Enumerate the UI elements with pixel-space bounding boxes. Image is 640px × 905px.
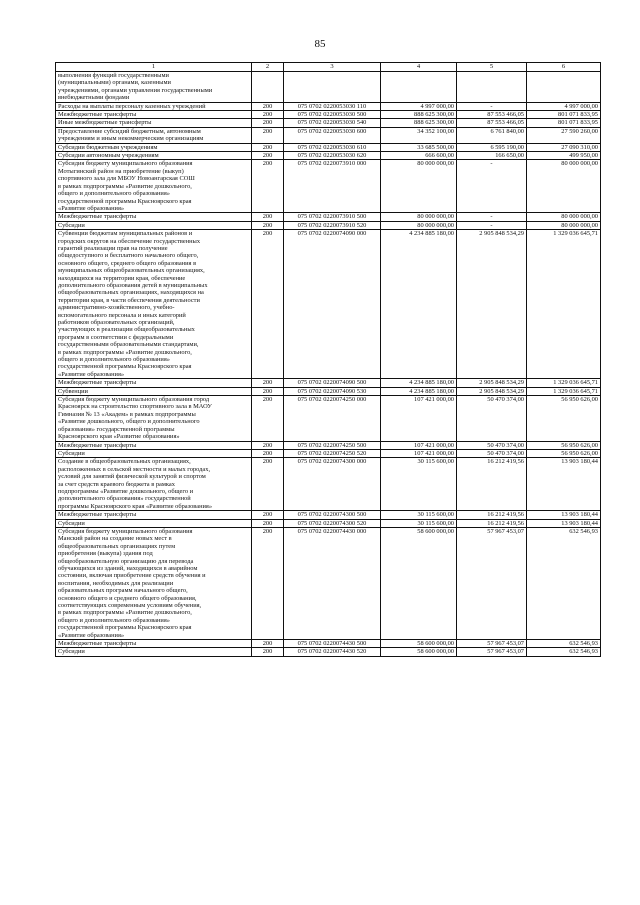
row-code: 200 xyxy=(252,143,284,151)
row-description: Субсидия бюджету муниципального образования Мотыгинский район на приобретение (выкуп) спортивного зала для МБОУ Новоангарская СОШ в рамках подпрограммы «Развитие дошкольного, общего и дополнительного образования» государственной программы Красноярского края «Развитие образования» xyxy=(56,160,252,213)
row-executed-amount: 2 905 848 534,29 xyxy=(457,230,527,379)
row-remaining-amount: 1 329 036 645,71 xyxy=(527,387,601,395)
table-row xyxy=(56,640,601,648)
page-number: 85 xyxy=(314,38,326,50)
row-classification-code: 075 0702 0220074430 520 xyxy=(284,648,381,656)
row-remaining-amount: 499 950,00 xyxy=(527,152,601,160)
row-executed-amount xyxy=(457,72,527,103)
row-classification-code: 075 0702 0220073910 000 xyxy=(284,160,381,213)
row-executed-amount: - xyxy=(457,221,527,229)
row-remaining-amount: 56 950 626,00 xyxy=(527,441,601,449)
row-classification-code: 075 0702 0220073910 500 xyxy=(284,213,381,221)
row-classification-code: 075 0702 0220073910 520 xyxy=(284,221,381,229)
row-description: Субсидия бюджету муниципального образования Манский район на создание новых мест в общеобразовательных организациях путем приобретения (выкупа) здания под общеобразовательную организацию для перевода обучающихся из зданий, находящихся в аварийном состоянии, включая приобретение средств обучения и воспитания, необходимых для реализации образовательных программ начального общего, основного общего и среднего общего образования, соответствующих современным условиям обучения, в рамках подпрограммы «Развитие дошкольного, общего и дополнительного образования» государственной программы Красноярского края «Развитие образования» xyxy=(56,527,252,639)
table-row xyxy=(56,648,601,656)
row-code xyxy=(252,72,284,103)
row-approved-amount: 58 600 000,00 xyxy=(381,527,457,639)
row-approved-amount: 58 600 000,00 xyxy=(381,648,457,656)
row-description: Иные межбюджетные трансферты xyxy=(56,119,252,127)
table-row xyxy=(56,449,601,457)
row-executed-amount: 16 212 419,56 xyxy=(457,511,527,519)
row-description: Субсидии xyxy=(56,519,252,527)
row-code: 200 xyxy=(252,213,284,221)
header-cell: 6 xyxy=(527,63,601,72)
row-approved-amount: 4 234 885 180,00 xyxy=(381,379,457,387)
table-row xyxy=(56,511,601,519)
row-description: Субсидии xyxy=(56,648,252,656)
row-description: Субсидии xyxy=(56,221,252,229)
row-remaining-amount: 1 329 036 645,71 xyxy=(527,230,601,379)
row-code: 200 xyxy=(252,127,284,143)
row-remaining-amount: 13 903 180,44 xyxy=(527,458,601,511)
row-description: Предоставление субсидий бюджетным, автономным учреждениям и иным некоммерческим организациям xyxy=(56,127,252,143)
row-description: Межбюджетные трансферты xyxy=(56,640,252,648)
table-row xyxy=(56,441,601,449)
row-code: 200 xyxy=(252,511,284,519)
row-remaining-amount: 80 000 000,00 xyxy=(527,160,601,213)
row-description: Расходы на выплаты персоналу казенных учреждений xyxy=(56,102,252,110)
row-approved-amount: 34 352 100,00 xyxy=(381,127,457,143)
table-row xyxy=(56,102,601,110)
row-code: 200 xyxy=(252,640,284,648)
row-code: 200 xyxy=(252,519,284,527)
row-description: Межбюджетные трансферты xyxy=(56,213,252,221)
row-executed-amount: 57 967 453,07 xyxy=(457,648,527,656)
row-remaining-amount: 27 090 310,00 xyxy=(527,143,601,151)
row-description: Субсидии xyxy=(56,449,252,457)
row-remaining-amount: 27 590 260,00 xyxy=(527,127,601,143)
row-description: Межбюджетные трансферты xyxy=(56,511,252,519)
row-description: Субсидии автономным учреждениям xyxy=(56,152,252,160)
table-row xyxy=(56,387,601,395)
row-remaining-amount: 4 997 000,00 xyxy=(527,102,601,110)
row-remaining-amount: 13 903 180,44 xyxy=(527,511,601,519)
row-approved-amount: 33 685 500,00 xyxy=(381,143,457,151)
header-cell: 1 xyxy=(56,63,252,72)
row-remaining-amount: 632 546,93 xyxy=(527,527,601,639)
row-description: Субсидии бюджетным учреждениям xyxy=(56,143,252,151)
row-description: Субвенции бюджетам муниципальных районов и городских округов на обеспечение государственных гарантий реализации прав на получение общедоступного и бесплатного начального общего, основного общего, среднего общего образования в муниципальных общеобразовательных организациях, находящихся на территории края, обеспечение дополнительного образования детей в муниципальных общеобразовательных организациях, находящихся на территории края, в части обеспечения деятельности административно-хозяйственного, учебно- вспомогательного персонала и иных категорий работников образовательных организаций, участвующих в реализации общеобразовательных программ в соответствии с федеральными государственными образовательными стандартами, в рамках подпрограммы «Развитие дошкольного, общего и дополнительного образования» государственной программы Красноярского края «Развитие образования» xyxy=(56,230,252,379)
row-description: Межбюджетные трансферты xyxy=(56,111,252,119)
row-approved-amount: 107 421 000,00 xyxy=(381,441,457,449)
row-executed-amount: 16 212 419,56 xyxy=(457,458,527,511)
table-row xyxy=(56,519,601,527)
row-description: Межбюджетные трансферты xyxy=(56,441,252,449)
row-code: 200 xyxy=(252,102,284,110)
row-approved-amount: 888 625 300,00 xyxy=(381,119,457,127)
row-approved-amount: 4 997 000,00 xyxy=(381,102,457,110)
row-approved-amount: 107 421 000,00 xyxy=(381,396,457,441)
row-approved-amount: 4 234 885 180,00 xyxy=(381,230,457,379)
row-remaining-amount: 801 071 833,95 xyxy=(527,119,601,127)
row-remaining-amount: 632 546,93 xyxy=(527,640,601,648)
row-executed-amount: 16 212 419,56 xyxy=(457,519,527,527)
row-classification-code xyxy=(284,72,381,103)
row-code: 200 xyxy=(252,648,284,656)
row-code: 200 xyxy=(252,379,284,387)
row-remaining-amount: 80 000 000,00 xyxy=(527,221,601,229)
row-executed-amount: 50 470 374,00 xyxy=(457,449,527,457)
row-code: 200 xyxy=(252,230,284,379)
row-remaining-amount: 56 950 626,00 xyxy=(527,396,601,441)
row-remaining-amount: 632 546,93 xyxy=(527,648,601,656)
row-description: Субсидия бюджету муниципального образования город Красноярск на строительство спортивного зала в МАОУ Гимназия № 13 «Академ» в рамках подпрограммы «Развитие дошкольного, общего и дополнительного образования» государственной программы Красноярского края «Развитие образования» xyxy=(56,396,252,441)
row-code: 200 xyxy=(252,449,284,457)
row-description: выполнения функций государственными (муниципальными) органами, казенными учреждениями, органами управления государственными внебюджетными фондами xyxy=(56,72,252,103)
row-executed-amount: 166 650,00 xyxy=(457,152,527,160)
row-approved-amount: 30 115 600,00 xyxy=(381,511,457,519)
row-classification-code: 075 0702 0220053030 600 xyxy=(284,127,381,143)
header-cell: 5 xyxy=(457,63,527,72)
row-classification-code: 075 0702 0220053030 110 xyxy=(284,102,381,110)
row-code: 200 xyxy=(252,152,284,160)
table-row xyxy=(56,119,601,127)
row-executed-amount: 57 967 453,07 xyxy=(457,527,527,639)
header-cell: 2 xyxy=(252,63,284,72)
row-executed-amount: - xyxy=(457,160,527,213)
header-cell: 4 xyxy=(381,63,457,72)
row-remaining-amount xyxy=(527,72,601,103)
table-row xyxy=(56,127,601,143)
row-classification-code: 075 0702 0220053030 540 xyxy=(284,119,381,127)
row-remaining-amount: 1 329 036 645,71 xyxy=(527,379,601,387)
row-classification-code: 075 0702 0220074250 000 xyxy=(284,396,381,441)
row-classification-code: 075 0702 0220074250 500 xyxy=(284,441,381,449)
header-cell: 3 xyxy=(284,63,381,72)
row-executed-amount: 57 967 453,07 xyxy=(457,640,527,648)
row-approved-amount: 888 625 300,00 xyxy=(381,111,457,119)
row-executed-amount: - xyxy=(457,102,527,110)
row-classification-code: 075 0702 0220074300 500 xyxy=(284,511,381,519)
table-row xyxy=(56,152,601,160)
row-remaining-amount: 801 071 833,95 xyxy=(527,111,601,119)
row-classification-code: 075 0702 0220074430 000 xyxy=(284,527,381,639)
row-approved-amount xyxy=(381,72,457,103)
row-remaining-amount: 80 000 000,00 xyxy=(527,213,601,221)
row-executed-amount: 6 761 840,00 xyxy=(457,127,527,143)
row-classification-code: 075 0702 0220074090 500 xyxy=(284,379,381,387)
row-code: 200 xyxy=(252,458,284,511)
row-code: 200 xyxy=(252,387,284,395)
row-approved-amount: 80 000 000,00 xyxy=(381,221,457,229)
table-row xyxy=(56,160,601,213)
table-row xyxy=(56,111,601,119)
row-classification-code: 075 0702 0220074250 520 xyxy=(284,449,381,457)
row-classification-code: 075 0702 0220074300 000 xyxy=(284,458,381,511)
row-approved-amount: 30 115 600,00 xyxy=(381,458,457,511)
budget-table xyxy=(55,62,601,657)
table-row xyxy=(56,221,601,229)
row-approved-amount: 30 115 600,00 xyxy=(381,519,457,527)
row-code: 200 xyxy=(252,111,284,119)
row-classification-code: 075 0702 0220053030 620 xyxy=(284,152,381,160)
table-row xyxy=(56,213,601,221)
row-approved-amount: 80 000 000,00 xyxy=(381,213,457,221)
row-code: 200 xyxy=(252,119,284,127)
row-classification-code: 075 0702 0220053030 500 xyxy=(284,111,381,119)
row-executed-amount: 50 470 374,00 xyxy=(457,396,527,441)
table-row xyxy=(56,527,601,639)
row-classification-code: 075 0702 0220053030 610 xyxy=(284,143,381,151)
row-executed-amount: 2 905 848 534,29 xyxy=(457,387,527,395)
row-approved-amount: 4 234 885 180,00 xyxy=(381,387,457,395)
table-row xyxy=(56,230,601,379)
row-remaining-amount: 13 903 180,44 xyxy=(527,519,601,527)
row-approved-amount: 666 600,00 xyxy=(381,152,457,160)
row-code: 200 xyxy=(252,396,284,441)
row-executed-amount: 87 553 466,05 xyxy=(457,119,527,127)
row-approved-amount: 80 000 000,00 xyxy=(381,160,457,213)
row-classification-code: 075 0702 0220074430 500 xyxy=(284,640,381,648)
table-row xyxy=(56,72,601,103)
row-remaining-amount: 56 950 626,00 xyxy=(527,449,601,457)
row-approved-amount: 58 600 000,00 xyxy=(381,640,457,648)
row-executed-amount: 50 470 374,00 xyxy=(457,441,527,449)
row-classification-code: 075 0702 0220074090 000 xyxy=(284,230,381,379)
row-description: Субвенции xyxy=(56,387,252,395)
row-code: 200 xyxy=(252,527,284,639)
table-row xyxy=(56,143,601,151)
row-executed-amount: 2 905 848 534,29 xyxy=(457,379,527,387)
table-header-row xyxy=(56,63,601,72)
row-executed-amount: 87 553 466,05 xyxy=(457,111,527,119)
table-row xyxy=(56,396,601,441)
row-approved-amount: 107 421 000,00 xyxy=(381,449,457,457)
table-row xyxy=(56,379,601,387)
row-classification-code: 075 0702 0220074300 520 xyxy=(284,519,381,527)
row-classification-code: 075 0702 0220074090 530 xyxy=(284,387,381,395)
row-code: 200 xyxy=(252,160,284,213)
row-executed-amount: - xyxy=(457,213,527,221)
row-description: Создание в общеобразовательных организациях, расположенных в сельской местности и малых городах, условий для занятий физической культурой и спортом за счет средств краевого бюджета в рамках подпрограммы «Развитие дошкольного, общего и дополнительного образования» государственной программы Красноярского края «Развитие образования» xyxy=(56,458,252,511)
row-executed-amount: 6 595 190,00 xyxy=(457,143,527,151)
table-row xyxy=(56,458,601,511)
row-description: Межбюджетные трансферты xyxy=(56,379,252,387)
row-code: 200 xyxy=(252,221,284,229)
row-code: 200 xyxy=(252,441,284,449)
table-body xyxy=(56,63,601,657)
